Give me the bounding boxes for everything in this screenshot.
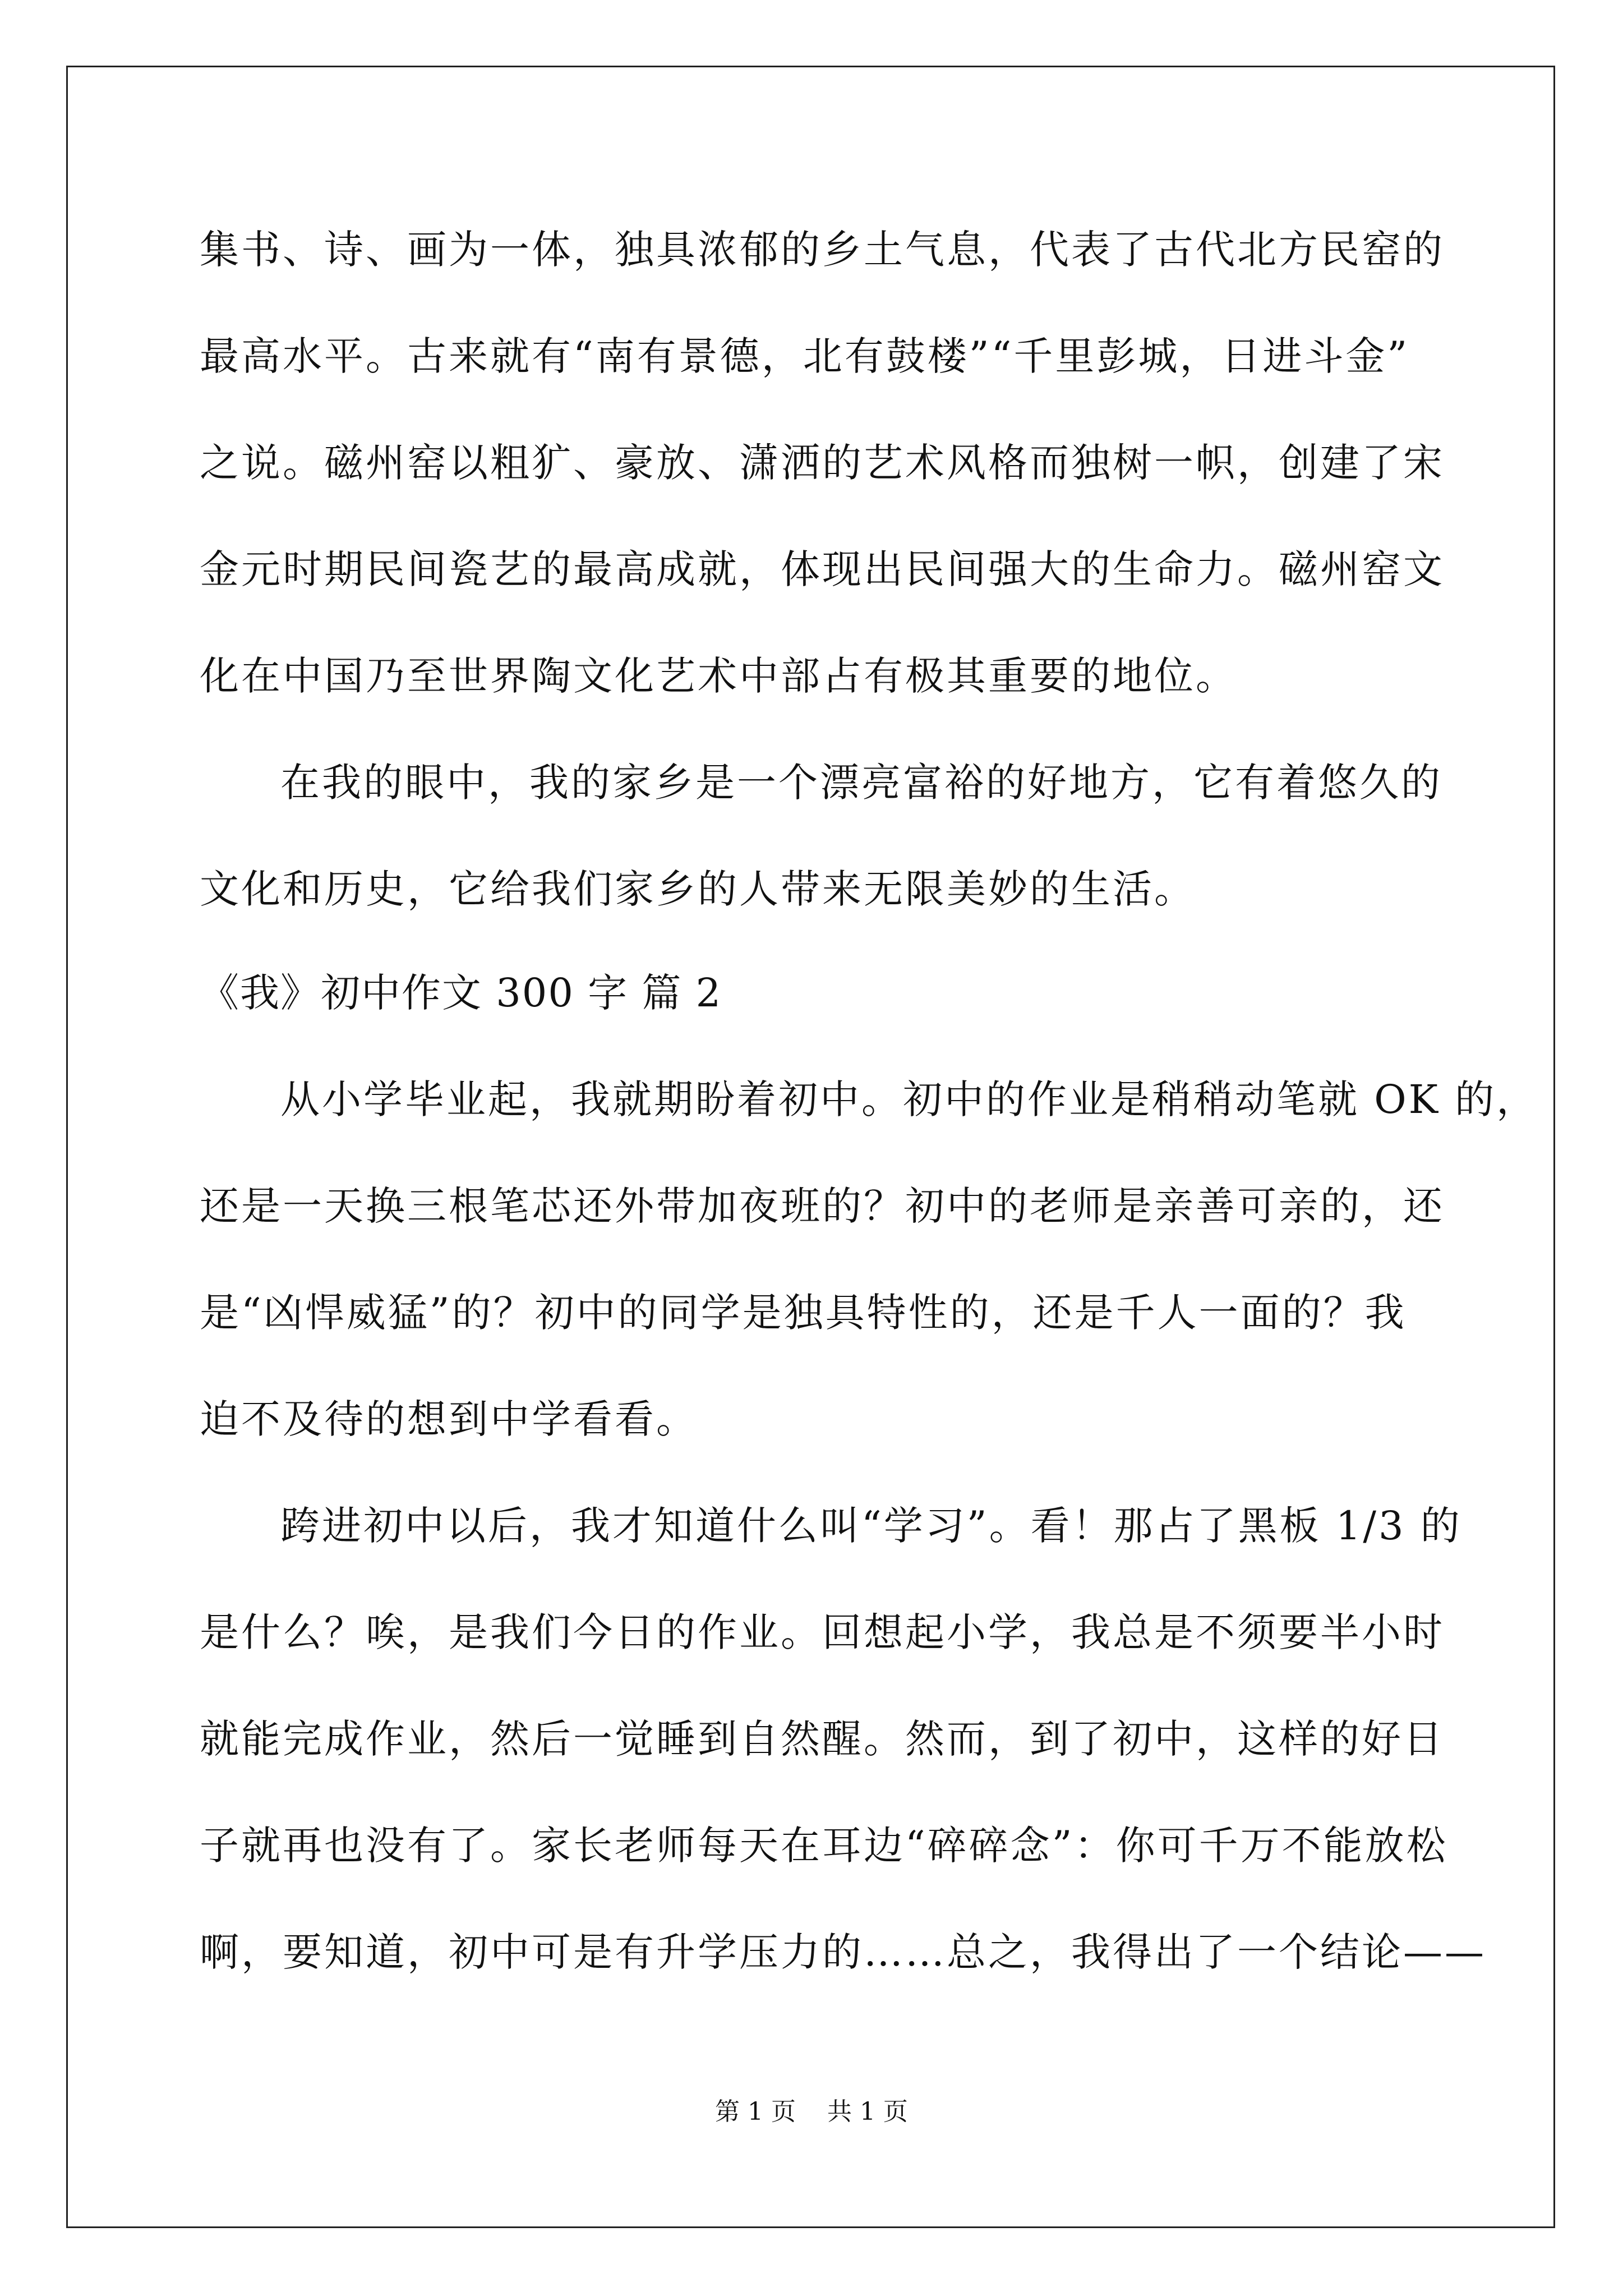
body-text-line: 是“凶悍威猛”的？初中的同学是独具特性的，还是千人一面的？我	[200, 1290, 1407, 1336]
section-heading: 《我》初中作文 300 字 篇 2	[200, 970, 722, 1016]
body-text-line: 迫不及待的想到中学看看。	[200, 1396, 698, 1442]
paragraph-first-line: 跨进初中以后，我才知道什么叫“学习”。看！那占了黑板 1/3 的	[280, 1503, 1462, 1549]
paragraph-first-line: 从小学毕业起，我就期盼着初中。初中的作业是稍稍动笔就 OK 的，	[280, 1076, 1538, 1122]
body-text-line: 之说。磁州窑以粗犷、豪放、潇洒的艺术风格而独树一帜，创建了宋	[200, 440, 1445, 486]
body-text-line: 化在中国乃至世界陶文化艺术中部占有极其重要的地位。	[200, 653, 1237, 699]
body-text-line: 集书、诗、画为一体，独具浓郁的乡土气息，代表了古代北方民窑的	[200, 227, 1445, 273]
body-text-line: 就能完成作业，然后一觉睡到自然醒。然而，到了初中，这样的好日	[200, 1716, 1445, 1762]
body-text-line: 最高水平。古来就有“南有景德，北有鼓楼”“千里彭城，日进斗金”	[200, 333, 1410, 379]
body-text-line: 还是一天换三根笔芯还外带加夜班的？初中的老师是亲善可亲的，还	[200, 1183, 1445, 1229]
body-text-line: 金元时期民间瓷艺的最高成就，体现出民间强大的生命力。磁州窑文	[200, 546, 1445, 592]
body-text-line: 文化和历史，它给我们家乡的人带来无限美妙的生活。	[200, 866, 1196, 912]
body-text-line: 啊，要知道，初中可是有升学压力的……总之，我得出了一个结论——	[200, 1929, 1486, 1975]
body-text-line: 是什么？唉，是我们今日的作业。回想起小学，我总是不须要半小时	[200, 1609, 1445, 1655]
body-text-line: 子就再也没有了。家长老师每天在耳边“碎碎念”：你可千万不能放松	[200, 1823, 1448, 1869]
paragraph-first-line: 在我的眼中，我的家乡是一个漂亮富裕的好地方，它有着悠久的	[280, 760, 1442, 806]
page-border	[66, 66, 1555, 2228]
page-number-footer: 第 1 页 共 1 页	[715, 2097, 908, 2126]
